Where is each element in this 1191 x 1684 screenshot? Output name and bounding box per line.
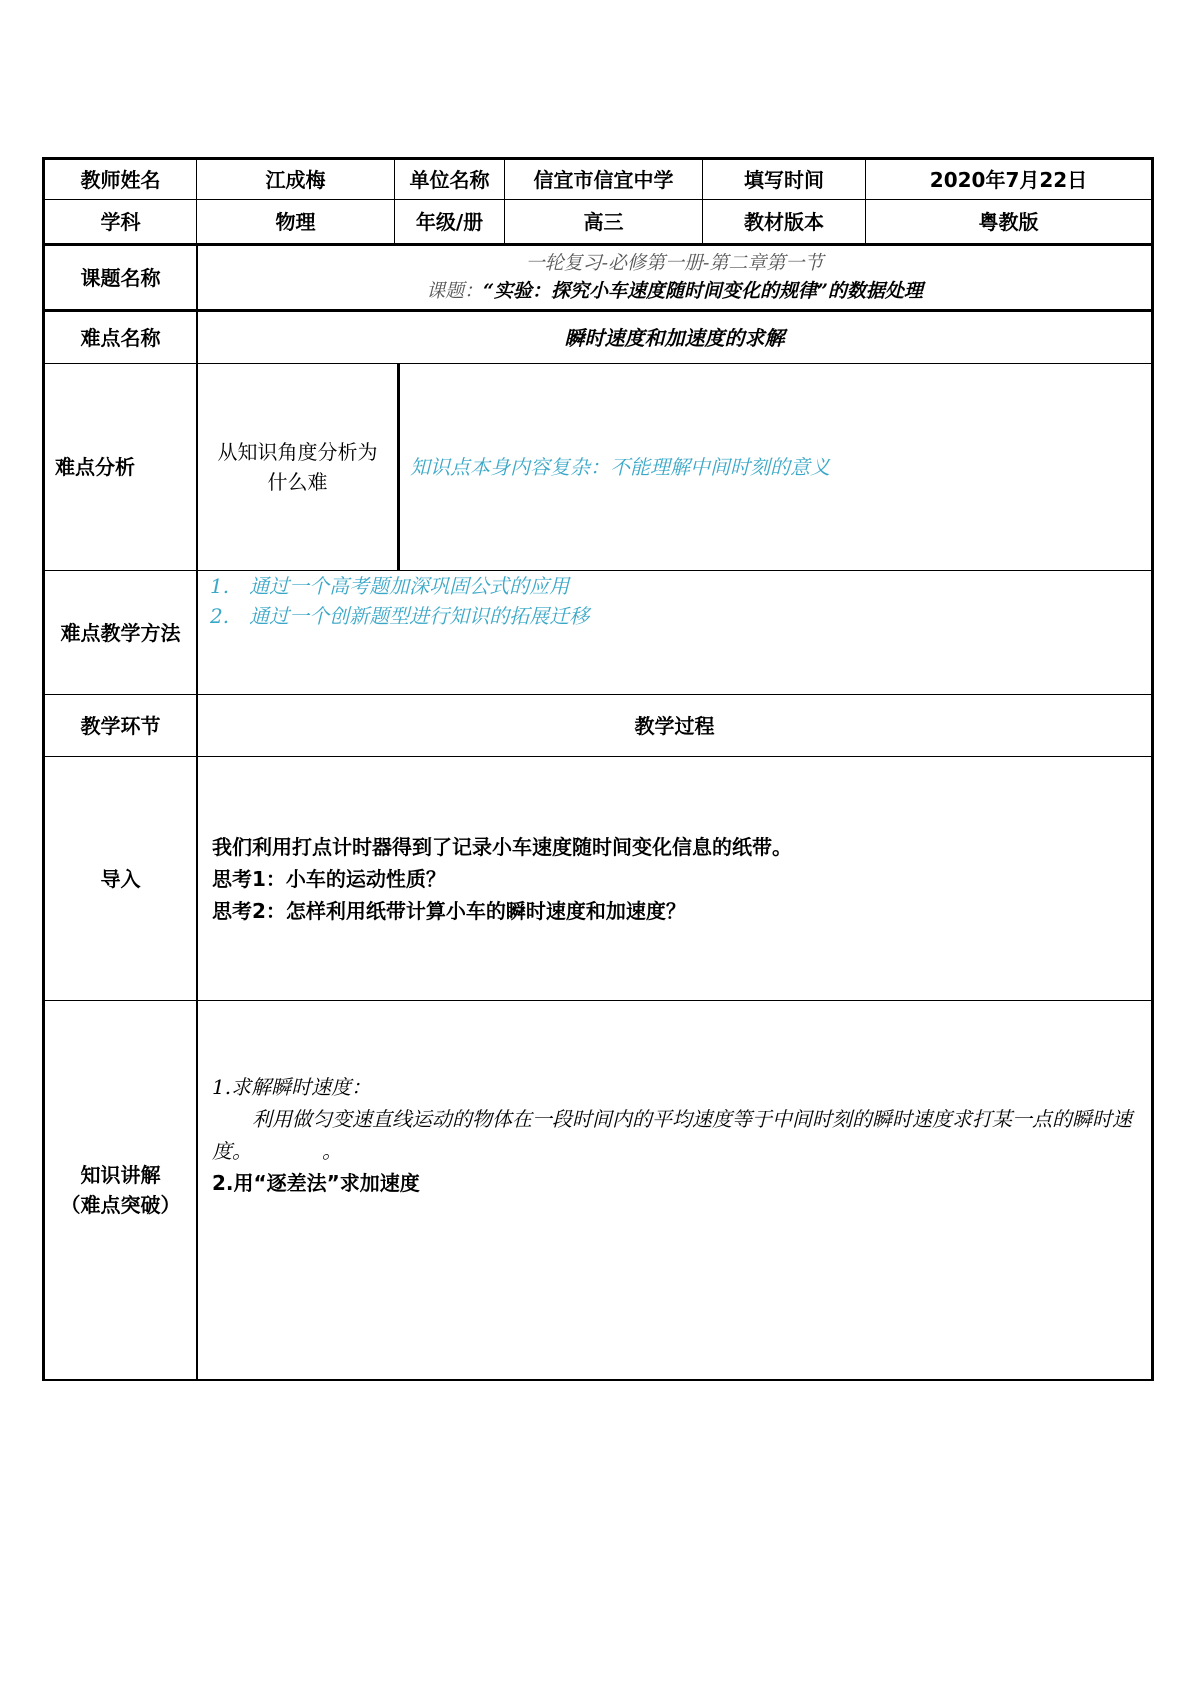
intro-row <box>45 757 1151 1001</box>
topic-line-2 <box>426 278 923 306</box>
unit-label: 单位名称 <box>394 160 504 199</box>
subject-label: 学科 <box>100 209 141 234</box>
edition-value: 粤教版 <box>865 200 1151 243</box>
lesson-plan-table <box>42 157 1154 1381</box>
topic-label: 课题名称 <box>80 265 161 290</box>
intro-line-3: 思考2：怎样利用纸带计算小车的瞬时速度和加速度？ <box>212 898 686 923</box>
difficulty-value: 瞬时速度和加速度的求解 <box>196 312 1151 363</box>
difficulty-row <box>45 310 1151 364</box>
knowledge-label-line-2: （难点突破） <box>60 1193 181 1217</box>
intro-content <box>196 757 1151 1000</box>
grade-label: 年级/册 <box>394 200 504 243</box>
process-value: 教学过程 <box>196 695 1151 756</box>
topic-line-2-main: “实验：探究小车速度随时间变化的规律”的数据处理 <box>483 279 923 302</box>
knowledge-row <box>45 1001 1151 1381</box>
method-item-2: 2. 通过一个创新题型进行知识的拓展迁移 <box>210 604 590 628</box>
analysis-label: 难点分析 <box>55 455 135 479</box>
method-list <box>196 571 1151 694</box>
knowledge-heading-1: 1.求解瞬时速度： <box>212 1075 372 1099</box>
teacher-label: 教师姓名 <box>80 167 161 192</box>
method-label: 难点教学方法 <box>60 620 181 645</box>
knowledge-heading-2: 2.用“逐差法”求加速度 <box>212 1171 420 1195</box>
header-row-1 <box>45 160 1151 200</box>
difficulty-label: 难点名称 <box>80 325 161 350</box>
intro-line-1: 我们利用打点计时器得到了记录小车速度随时间变化信息的纸带。 <box>212 834 792 859</box>
knowledge-label-line-1: 知识讲解 <box>80 1163 161 1187</box>
method-row <box>45 571 1151 695</box>
edition-label: 教材版本 <box>702 200 865 243</box>
intro-label: 导入 <box>100 866 141 891</box>
process-label: 教学环节 <box>80 713 161 738</box>
teacher-value: 江成梅 <box>196 160 394 199</box>
date-label: 填写时间 <box>702 160 865 199</box>
knowledge-label <box>45 1001 196 1379</box>
header-row-2 <box>45 200 1151 244</box>
topic-line-1: 一轮复习-必修第一册-第二章第一节 <box>525 251 824 274</box>
knowledge-paragraph: 利用做匀变速直线运动的物体在一段时间内的平均速度等于中间时刻的瞬时速度求打某一点的瞬时速度。 。 <box>212 1107 1132 1163</box>
unit-value: 信宜市信宜中学 <box>504 160 702 199</box>
analysis-value: 知识点本身内容复杂：不能理解中间时刻的意义 <box>397 364 1151 570</box>
grade-value: 高三 <box>504 200 702 243</box>
process-header-row <box>45 695 1151 757</box>
subject-value: 物理 <box>196 200 394 243</box>
topic-line-2-prefix: 课题： <box>426 279 484 302</box>
analysis-sub-label: 从知识角度分析为什么难 <box>196 364 397 570</box>
topic-value <box>196 246 1151 309</box>
analysis-row <box>45 364 1151 571</box>
knowledge-content <box>196 1001 1151 1379</box>
topic-row <box>45 244 1151 310</box>
method-item-1: 1. 通过一个高考题加深巩固公式的应用 <box>210 574 570 598</box>
date-value: 2020年7月22日 <box>865 160 1151 199</box>
intro-line-2: 思考1：小车的运动性质？ <box>212 866 446 891</box>
